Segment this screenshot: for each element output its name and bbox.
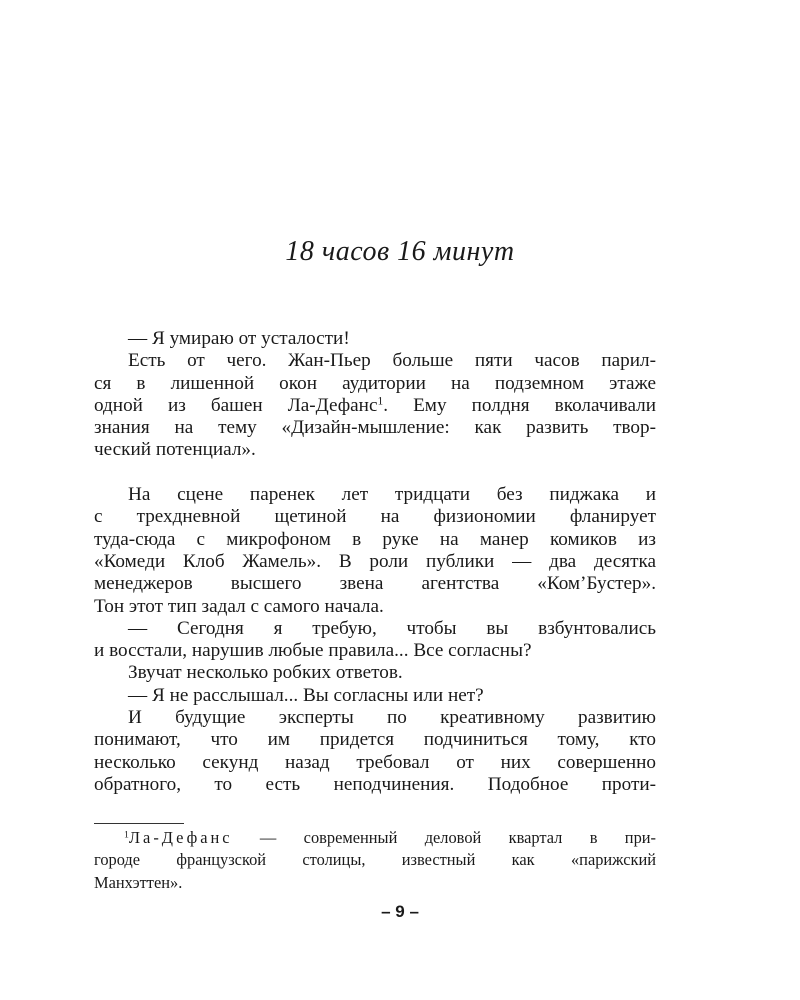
footnote-line xyxy=(94,828,656,850)
chapter-title: 18 часов 16 минут xyxy=(285,236,515,267)
paragraph-gap xyxy=(94,462,656,484)
body-text xyxy=(94,328,656,796)
text-line: и восстали, нарушив любые правила... Все согласны? xyxy=(94,640,532,662)
text-line: — Сегодня я требую, чтобы вы взбунтовались xyxy=(128,617,656,639)
text-fragment: одной из башен Ла-Дефанс xyxy=(94,394,378,416)
text-line: несколько секунд назад требовал от них совершенно xyxy=(94,751,656,773)
text-line: с трехдневной щетиной на физиономии фланирует xyxy=(94,506,656,528)
footnote-text: — современный деловой квартал в при- xyxy=(232,828,656,847)
footnote xyxy=(94,828,656,895)
text-line: понимают, что им придется подчиниться тому, кто xyxy=(94,729,656,751)
footnote-reference: 1 xyxy=(377,395,384,408)
text-line: знания на тему «Дизайн-мышление: как развить твор- xyxy=(94,417,656,439)
footnote-line: Манхэттен». xyxy=(94,872,183,892)
footnote-line: городе французской столицы, известный как «парижский xyxy=(94,850,656,870)
text-line: ческий потенциал». xyxy=(94,439,256,461)
text-line: — Я умираю от усталости! xyxy=(128,328,350,349)
text-line: И будущие эксперты по креативному развитию xyxy=(128,707,656,729)
footnote-marker: 1 xyxy=(124,829,129,841)
text-line: Есть от чего. Жан-Пьер больше пяти часов парил- xyxy=(128,350,656,372)
text-line: менеджеров высшего звена агентства «Ком’Бустер». xyxy=(94,573,656,595)
text-line: обратного, то есть неподчинения. Подобное проти- xyxy=(94,773,656,795)
text-line: «Комеди Клоб Жамель». В роли публики — два десятка xyxy=(94,550,656,572)
text-line: туда-сюда с микрофоном в руке на манер комиков из xyxy=(94,528,656,550)
text-fragment: . Ему полдня вколачивали xyxy=(383,394,656,416)
text-line: На сцене паренек лет тридцати без пиджака и xyxy=(128,484,656,506)
footnote-divider xyxy=(94,823,184,824)
page-number: – 9 – xyxy=(381,902,419,921)
text-line: Тон этот тип задал с самого начала. xyxy=(94,595,384,617)
text-line: ся в лишенной окон аудитории на подземном этаже xyxy=(94,372,656,394)
text-line: Звучат несколько робких ответов. xyxy=(128,662,403,684)
text-line xyxy=(94,395,656,417)
footnote-term: Ла-Дефанс xyxy=(128,828,233,847)
text-line: — Я не расслышал... Вы согласны или нет? xyxy=(128,684,484,706)
